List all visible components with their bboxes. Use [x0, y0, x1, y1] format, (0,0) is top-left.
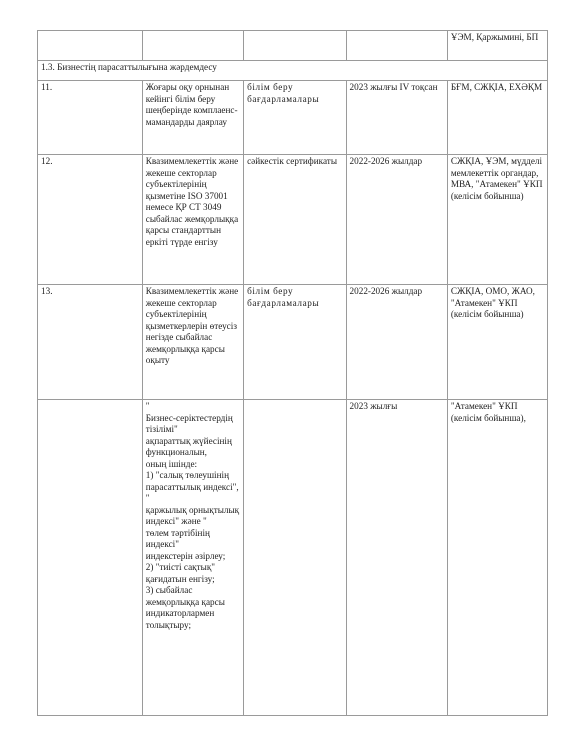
deadline-cell: 2022-2026 жылдар	[346, 285, 447, 400]
executors-cell: "Атамекен" ҰКП (келісім бойынша),	[447, 400, 547, 716]
table-row	[38, 155, 548, 285]
action-line: индексі" және "	[145, 516, 207, 526]
action-plan-table	[37, 30, 548, 716]
action-line: төлем тәртібінің индексі"	[145, 527, 210, 549]
form-cell	[244, 400, 346, 716]
form-cell: сәйкестік сертификаты	[244, 155, 346, 285]
table-row	[38, 285, 548, 400]
executors-cell: БҒМ, СЖҚІА, ЕХӘҚМ	[447, 81, 547, 155]
action-line: Бизнес-серіктестердің тізілімі"	[145, 412, 233, 434]
action-cell: Квазимемлекеттік және жекеше секторлар субъектілерінің қызметкерлерін өтеусіз негізде сыбайлас жемқорлыққа қарсы оқыту	[142, 285, 243, 400]
action-line: оның ішінде:	[145, 458, 198, 469]
action-line: қаржылық орнықтылық	[145, 504, 240, 515]
action-line: парасаттылық индексі", "	[145, 481, 239, 503]
row-number: 13.	[38, 285, 143, 400]
executors-cell: СЖҚІА, ҰЭМ, мүдделі мемлекеттік органдар, МВА, "Атамекен" ҰКП (келісім бойынша)	[447, 155, 547, 285]
action-line: индекстерін әзірлеу;	[145, 550, 226, 561]
form-cell: білім беру бағдарламалары	[244, 81, 346, 155]
number-cell	[38, 31, 143, 61]
action-line: 2) "тиісті сақтық"	[145, 562, 216, 572]
table-row	[38, 81, 548, 155]
action-line: жемқорлыққа қарсы	[145, 596, 225, 607]
action-line: қағидатын енгізу;	[145, 573, 215, 584]
action-cell	[142, 400, 243, 716]
table-row-continued	[38, 31, 548, 61]
row-number	[38, 400, 143, 716]
action-line: толықтыру;	[145, 619, 192, 630]
deadline-cell: 2022-2026 жылдар	[346, 155, 447, 285]
action-line: 3) сыбайлас	[145, 585, 193, 595]
action-cell: Квазимемлекеттік және жекеше секторлар субъектілерінің қызметіне ISO 37001 немесе ҚР СТ 3049 сыбайлас жемқорлыққа қарсы стандарттын еркіті түрде енгізу	[142, 155, 243, 285]
section-title: 1.3. Бизнестің парасаттылығына жәрдемдесу	[38, 61, 548, 81]
executors-cell: ҰЭМ, Қаржымині, БП	[447, 31, 547, 61]
executors-cell: СЖҚІА, ОМО, ЖАО, "Атамекен" ҰКП (келісім бойынша)	[447, 285, 547, 400]
deadline-cell: 2023 жылғы	[346, 400, 447, 716]
form-cell	[244, 31, 346, 61]
section-row	[38, 61, 548, 81]
action-line: "	[145, 401, 150, 411]
action-line: ақпараттық жүйесінің	[145, 435, 232, 446]
deadline-cell	[346, 31, 447, 61]
row-number: 12.	[38, 155, 143, 285]
action-cell	[142, 31, 243, 61]
action-line: функционалын,	[145, 447, 207, 457]
form-cell: білім беру бағдарламалары	[244, 285, 346, 400]
action-cell: Жоғары оқу орнынан кейінгі білім беру шеңберінде комплаенс-мамандарды даярлау	[142, 81, 243, 155]
row-number: 11.	[38, 81, 143, 155]
action-line: индикаторлармен	[145, 608, 215, 618]
deadline-cell: 2023 жылғы IV тоқсан	[346, 81, 447, 155]
action-line: 1) "салық төлеушінің	[145, 470, 229, 480]
table-row	[38, 400, 548, 716]
